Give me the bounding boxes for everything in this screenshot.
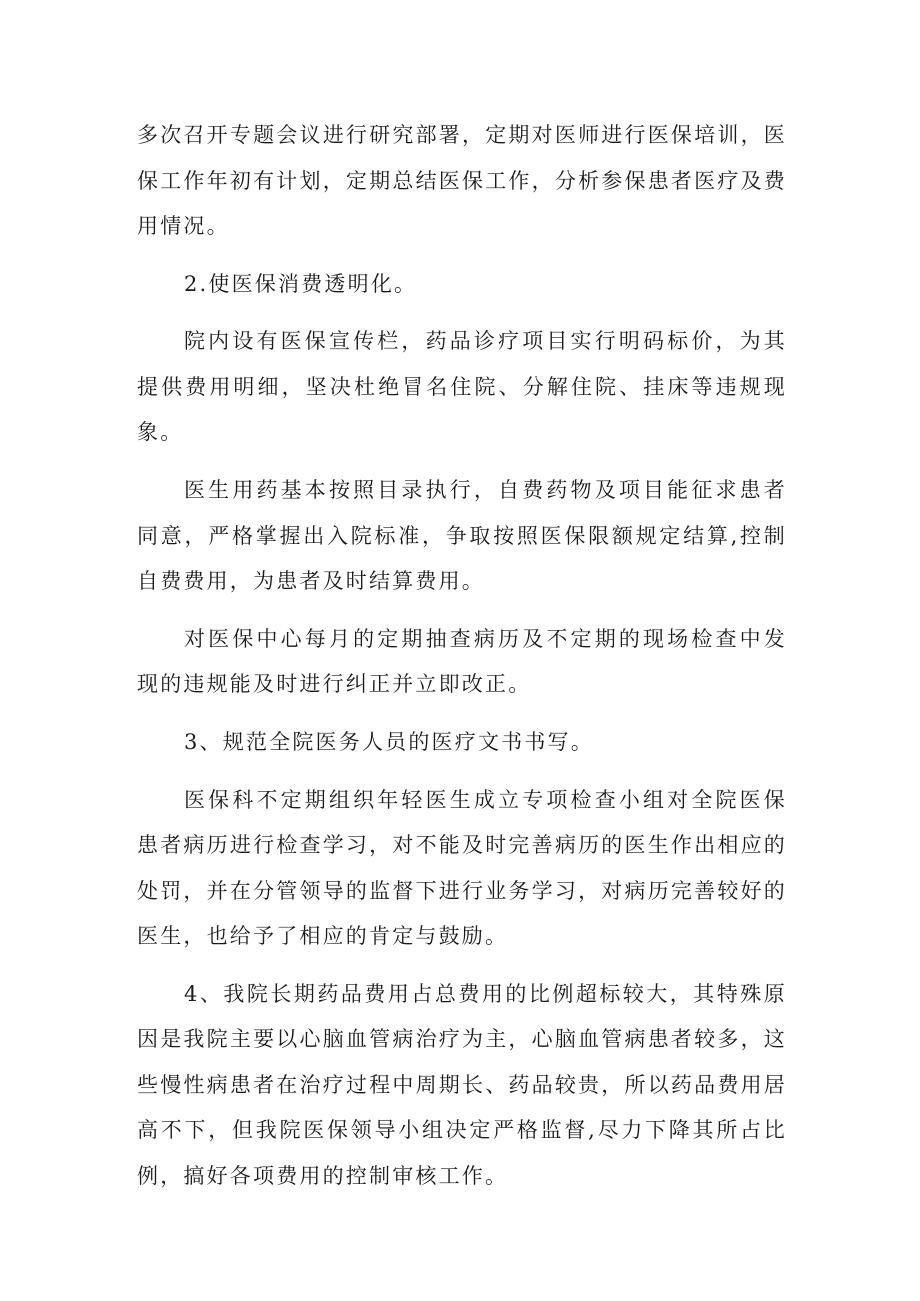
paragraph-8: 4、我院长期药品费用占总费用的比例超标较大，其特殊原因是我院主要以心脑血管病治疗为主，心脑血管病患者较多，这些慢性病患者在治疗过程中周期长、药品较贵，所以药品费用居高不下，但我院医保领导小组决定严格监督,尽力下降其所占比例，搞好各项费用的控制审核工作。 bbox=[137, 981, 787, 1188]
paragraph-4: 医生用药基本按照目录执行，自费药物及项目能征求患者同意，严格掌握出入院标准，争取按照医保限额规定结算,控制自费费用，为患者及时结算费用。 bbox=[137, 478, 787, 594]
paragraph-1: 多次召开专题会议进行研究部署，定期对医师进行医保培训，医保工作年初有计划，定期总结医保工作，分析参保患者医疗及费用情况。 bbox=[137, 123, 787, 238]
section-heading-3: 3、规范全院医务人员的医疗文书书写。 bbox=[184, 729, 594, 754]
paragraph-7: 医保科不定期组织年轻医生成立专项检查小组对全院医保患者病历进行检查学习，对不能及时完善病历的医生作出相应的处罚，并在分管领导的监督下进行业务学习，对病历完善较好的医生，也给予了相应的肯定与鼓励。 bbox=[137, 787, 787, 949]
paragraph-5: 对医保中心每月的定期抽查病历及不定期的现场检查中发现的违规能及时进行纠正并立即改正。 bbox=[137, 626, 787, 697]
paragraph-3: 院内设有医保宣传栏，药品诊疗项目实行明码标价，为其提供费用明细，坚决杜绝冒名住院、分解住院、挂床等违规现象。 bbox=[137, 329, 787, 445]
section-heading-2: 2.使医保消费透明化。 bbox=[184, 271, 418, 296]
document-body bbox=[137, 113, 787, 1212]
